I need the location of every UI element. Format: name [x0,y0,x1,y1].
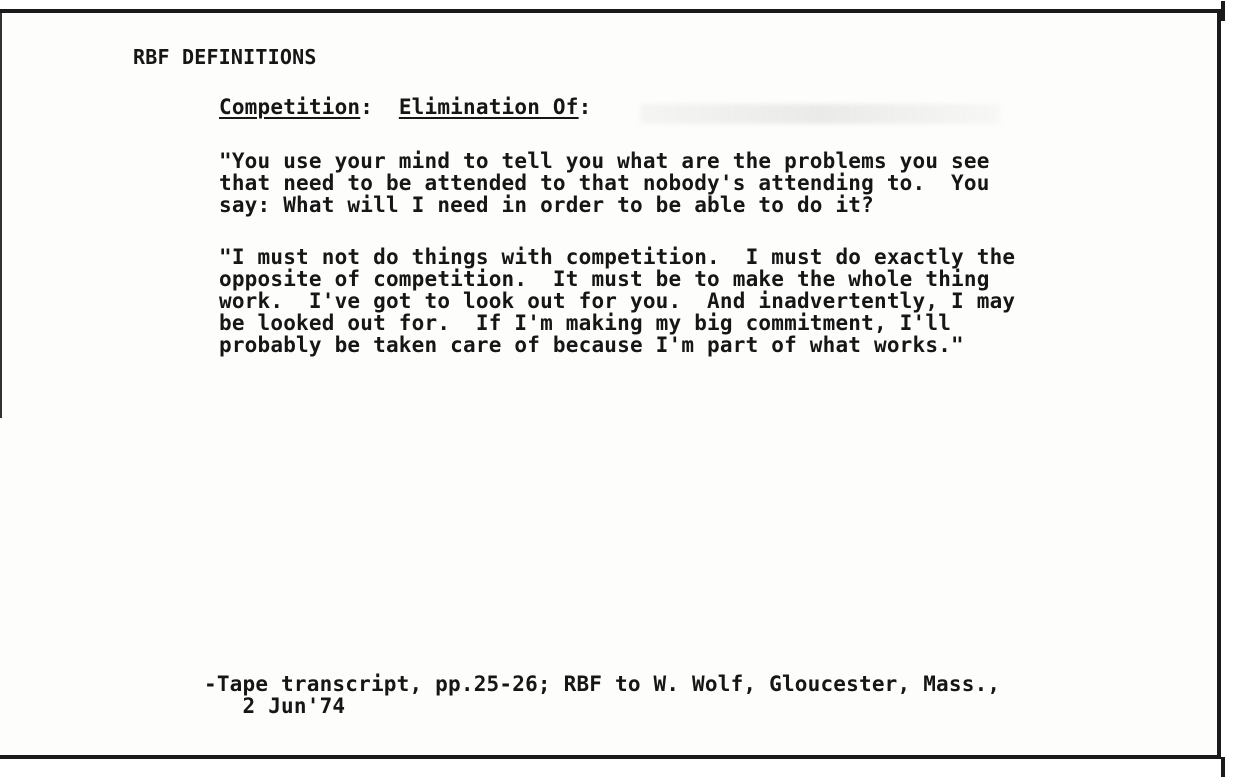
citation-line: -Tape transcript, pp.25-26; RBF to W. Wolf, Gloucester, Mass., [204,672,1001,696]
quote-line: say: What will I need in order to be able to do it? [219,193,874,217]
term-label: Competition [219,95,361,119]
quote-line: work. I've got to look out for you. And inadvertently, I may [219,289,1016,313]
faded-strikeout [640,104,1000,124]
quote-line: "I must not do things with competition. I must do exactly the [219,245,1016,269]
quote-line: that need to be attended to that nobody's attending to. You [219,171,990,195]
definition-subheading [219,96,591,118]
left-border-rule [0,13,2,418]
citation-line: 2 Jun'74 [204,694,346,718]
subterm-label: Elimination Of [398,95,579,119]
term-separator: : [360,95,399,119]
quote-line: "You use your mind to tell you what are the problems you see [219,149,990,173]
quote-line: opposite of competition. It must be to make the whole thing [219,267,990,291]
source-citation [204,673,1000,717]
page-title: RBF DEFINITIONS [133,45,317,69]
subterm-colon: : [578,95,592,119]
corner-tick-bottom [1221,757,1225,777]
quote-line: probably be taken care of because I'm part of what works." [219,333,964,357]
corner-tick-top [1221,1,1225,21]
quote-paragraph-2 [219,246,1015,356]
quote-line: be looked out for. If I'm making my big commitment, I'll [219,311,952,335]
quote-paragraph-1 [219,150,990,216]
index-card [0,9,1221,759]
